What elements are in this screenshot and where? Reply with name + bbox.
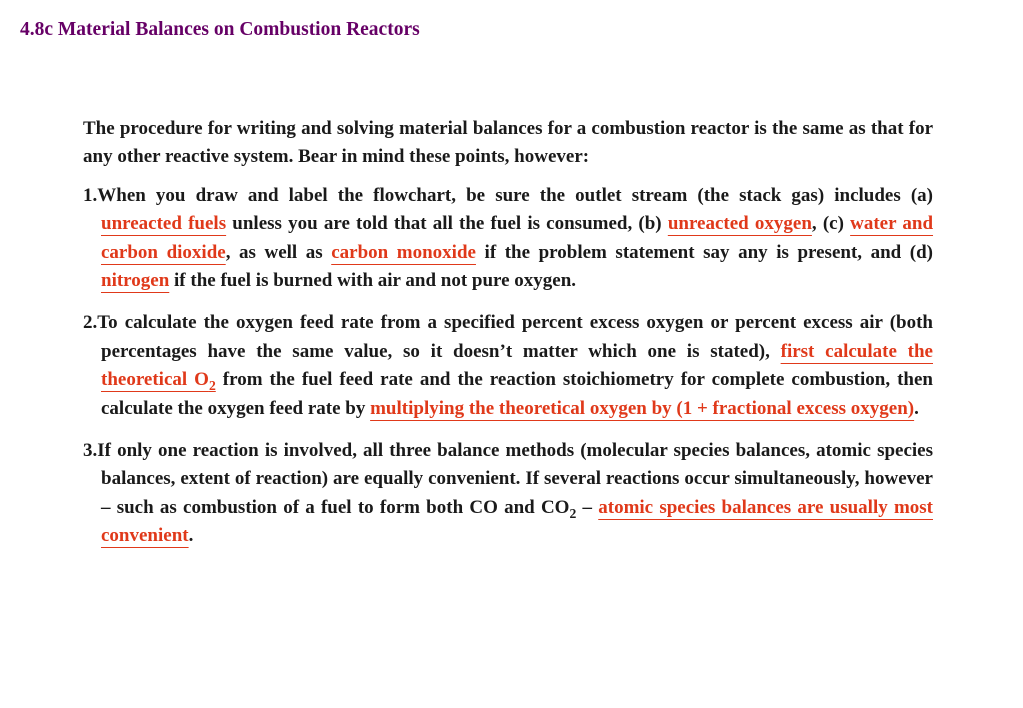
highlight-carbon-monoxide: carbon monoxide (331, 241, 476, 263)
point-text: , as well as (225, 241, 332, 263)
subscript: 2 (569, 505, 577, 521)
highlight-text: first calculate the theoretical O (101, 340, 933, 391)
intro-paragraph: The procedure for writing and solving material balances for a combustion reactor is the same as that for any other reactive system. Bear in mind these points, however: (83, 118, 933, 168)
point-text: unless you are told that all the fuel is consumed, (b) (226, 213, 668, 235)
point-text: . (188, 525, 194, 547)
point-number: 2. (83, 312, 98, 334)
subscript: 2 (208, 378, 216, 394)
highlight-multiplying-theoretical-oxygen: multiplying the theoretical oxygen by (1 + fractional excess oxygen) (370, 397, 915, 419)
point-text: – (576, 496, 599, 518)
point-text: , (c) (811, 213, 851, 235)
point-3 (83, 437, 933, 551)
highlight-nitrogen: nitrogen (101, 270, 170, 292)
point-text: if the fuel is burned with air and not pure oxygen. (169, 270, 577, 292)
point-text: To calculate the oxygen feed rate from a specified percent excess oxygen or percent excess air (both percentages have the same value, so it doesn’t matter which one is stated), (97, 312, 933, 362)
point-text: . (914, 397, 919, 419)
highlight-unreacted-oxygen: unreacted oxygen (667, 213, 812, 235)
point-text: if the problem statement say any is present, and (d) (475, 241, 934, 263)
highlight-atomic-species-balances: atomic species balances are usually most convenient (101, 496, 933, 547)
point-number: 1. (83, 184, 98, 206)
point-text: When you draw and label the flowchart, be sure the outlet stream (the stack gas) includes (a) (97, 184, 933, 206)
highlight-water-carbon-dioxide: water and carbon dioxide (101, 213, 934, 263)
point-text: If only one reaction is involved, all three balance methods (molecular species balances, atomic species balances, extent of reaction) are equally convenient. If several reactions occur simultaneously, however – such as combustion of a fuel to form both CO and CO (97, 440, 933, 518)
point-text: from the fuel feed rate and the reaction stoichiometry for complete combustion, then calculate the oxygen feed rate by (101, 369, 933, 419)
slide-body (83, 115, 933, 565)
point-number: 3. (83, 440, 98, 462)
points-list (83, 182, 933, 551)
point-1 (83, 182, 933, 296)
point-2 (83, 309, 933, 423)
page-title: 4.8c Material Balances on Combustion Reactors (20, 19, 420, 40)
highlight-unreacted-fuels: unreacted fuels (101, 213, 227, 235)
